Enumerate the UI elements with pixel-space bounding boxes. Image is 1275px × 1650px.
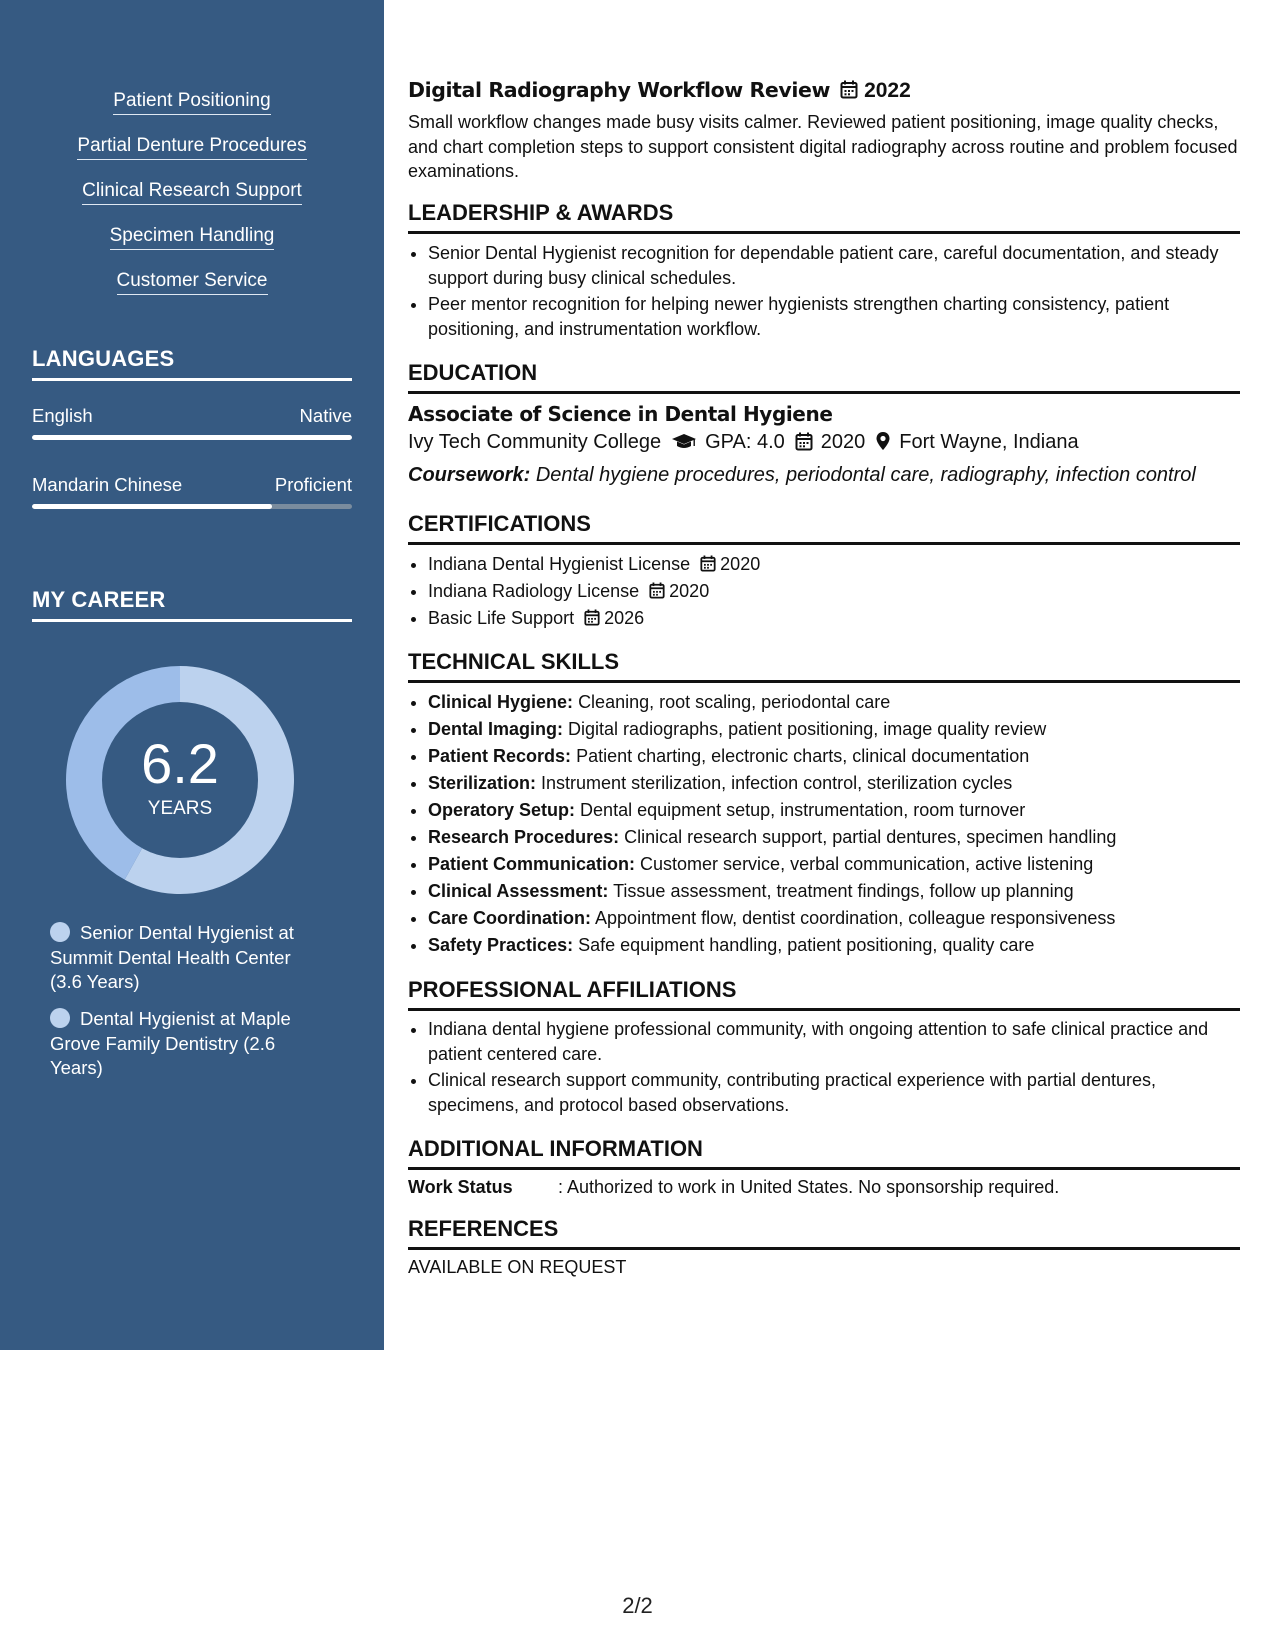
list-item: • Clinical Assessment: Tissue assessment, treatment findings, follow up planning <box>428 878 1240 905</box>
list-item: • Patient Records: Patient charting, electronic charts, clinical documentation <box>428 743 1240 770</box>
language-name: Mandarin Chinese <box>32 474 183 495</box>
education-school: Ivy Tech Community College <box>408 431 662 453</box>
career-item: Senior Dental Hygienist at Summit Dental Health Center (3.6 Years) <box>50 922 294 992</box>
sidebar <box>0 0 384 1350</box>
language-proficiency-fill <box>32 435 352 440</box>
education-degree: Associate of Science in Dental Hygiene <box>408 402 833 426</box>
calendar-icon <box>584 609 600 626</box>
affiliations-heading: PROFESSIONAL AFFILIATIONS <box>408 977 1240 1011</box>
additional-info-heading: ADDITIONAL INFORMATION <box>408 1136 1240 1170</box>
coursework-value: Dental hygiene procedures, periodontal care, radiography, infection control <box>535 464 1196 486</box>
career-heading: MY CAREER <box>32 587 352 622</box>
skill-tag: Partial Denture Procedures <box>0 133 384 178</box>
list-item: • Basic Life Support 2026 <box>428 605 1240 632</box>
education-gpa: GPA: 4.0 <box>705 431 785 453</box>
language-row <box>32 474 352 496</box>
language-proficiency-fill <box>32 504 272 509</box>
languages-heading: LANGUAGES <box>32 346 352 381</box>
technical-skills-list <box>408 689 1240 959</box>
project-description: Small workflow changes made busy visits calmer. Reviewed patient positioning, image quality checks, and chart completion steps to support consistent digital radiography across routine and problem focused examinations. <box>408 112 1238 181</box>
calendar-icon <box>649 582 665 599</box>
certifications-heading: CERTIFICATIONS <box>408 511 1240 545</box>
affiliations-list <box>408 1017 1240 1119</box>
education-heading: EDUCATION <box>408 360 1240 394</box>
education-location: Fort Wayne, Indiana <box>899 431 1079 453</box>
list-item: • Operatory Setup: Dental equipment setup, instrumentation, room turnover <box>428 797 1240 824</box>
project-title: Digital Radiography Workflow Review <box>408 78 831 102</box>
career-total-unit: YEARS <box>147 798 213 819</box>
skill-tag: Patient Positioning <box>0 88 384 133</box>
leadership-heading: LEADERSHIP & AWARDS <box>408 200 1240 234</box>
career-dot-icon <box>50 922 70 942</box>
calendar-icon <box>840 80 858 99</box>
language-proficiency-bar <box>32 504 352 509</box>
list-item: • Senior Dental Hygienist recognition for dependable patient care, careful documentation, and steady support during busy clinical schedules. <box>428 241 1240 290</box>
list-item: • Indiana dental hygiene professional community, with ongoing attention to safe clinical practice and patient centered care. <box>428 1017 1240 1066</box>
certifications-list <box>408 551 1240 632</box>
career-item: Dental Hygienist at Maple Grove Family Dentistry (2.6 Years) <box>50 1008 291 1078</box>
language-level: Native <box>299 405 352 426</box>
references-heading: REFERENCES <box>408 1216 1240 1250</box>
page-number: 2/2 <box>622 1593 653 1618</box>
list-item: • Dental Imaging: Digital radiographs, patient positioning, image quality review <box>428 716 1240 743</box>
language-level: Proficient <box>274 474 352 495</box>
education-coursework <box>408 464 1196 487</box>
references-text: AVAILABLE ON REQUEST <box>408 1257 627 1277</box>
leadership-list <box>408 241 1240 343</box>
list-item: • Clinical Hygiene: Cleaning, root scaling, periodontal care <box>428 689 1240 716</box>
list-item: • Sterilization: Instrument sterilization, infection control, sterilization cycles <box>428 770 1240 797</box>
list-item: • Indiana Dental Hygienist License 2020 <box>428 551 1240 578</box>
education-year: 2020 <box>820 431 866 453</box>
location-pin-icon <box>875 431 891 451</box>
graduation-cap-icon <box>671 433 697 451</box>
work-status-label: Work Status <box>408 1177 513 1197</box>
list-item: • Patient Communication: Customer service, verbal communication, active listening <box>428 851 1240 878</box>
list-item: • Care Coordination: Appointment flow, dentist coordination, colleague responsiveness <box>428 905 1240 932</box>
work-status-value: : Authorized to work in United States. No sponsorship required. <box>558 1177 1060 1197</box>
career-dot-icon <box>50 1008 70 1028</box>
skills-tag-list <box>0 88 384 313</box>
career-total-years: 6.2 <box>141 732 219 795</box>
list-item: • Indiana Radiology License 2020 <box>428 578 1240 605</box>
skill-tag: Specimen Handling <box>0 223 384 268</box>
calendar-icon <box>795 432 813 451</box>
language-name: English <box>32 405 93 426</box>
coursework-label: Coursework: <box>408 464 531 486</box>
education-meta <box>408 431 1079 454</box>
technical-skills-heading: TECHNICAL SKILLS <box>408 649 1240 683</box>
project-title-row <box>408 78 911 103</box>
list-item: • Clinical research support community, contributing practical experience with partial dentures, specimens, and protocol based observations. <box>428 1068 1240 1117</box>
work-status-row <box>408 1177 1059 1198</box>
list-item: • Research Procedures: Clinical research support, partial dentures, specimen handling <box>428 824 1240 851</box>
list-item: • Safety Practices: Safe equipment handling, patient positioning, quality care <box>428 932 1240 959</box>
language-row <box>32 405 352 427</box>
list-item: • Peer mentor recognition for helping newer hygienists strengthen charting consistency, patient positioning, and instrumentation workflow. <box>428 292 1240 341</box>
calendar-icon <box>700 555 716 572</box>
skill-tag: Clinical Research Support <box>0 178 384 223</box>
language-proficiency-bar <box>32 435 352 440</box>
project-year: 2022 <box>864 79 911 102</box>
skill-tag: Customer Service <box>0 268 384 313</box>
